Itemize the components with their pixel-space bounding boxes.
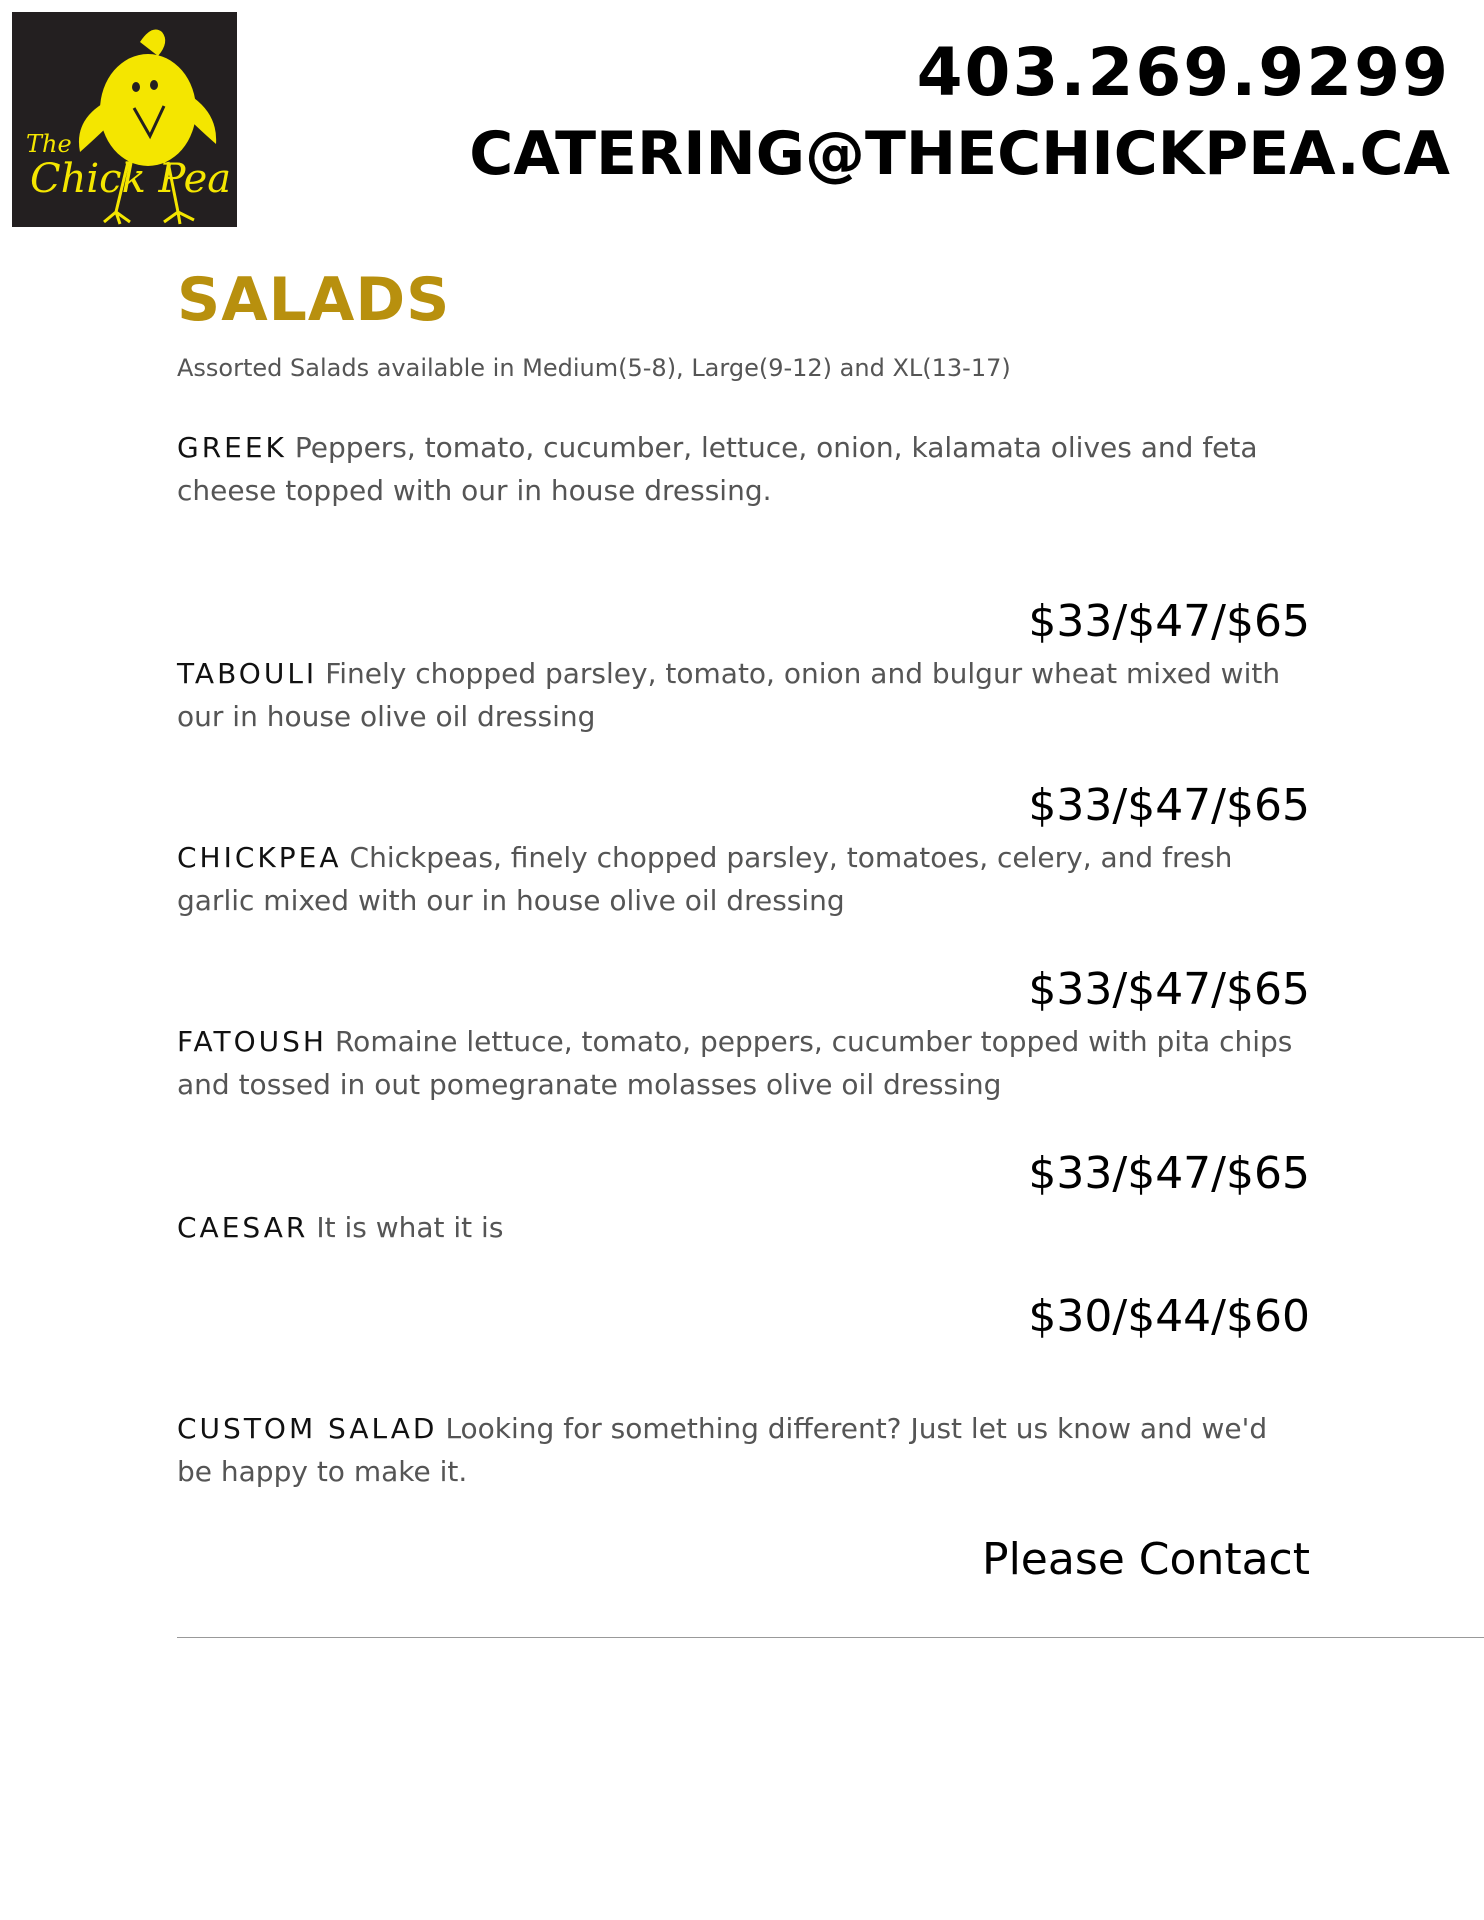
menu-item-custom-salad [177,1407,1310,1493]
section-subtitle: Assorted Salads available in Medium(5-8), Large(9-12) and XL(13-17) [177,354,1011,382]
section-title: SALADS [177,265,451,335]
menu-item-caesar [177,1206,1310,1249]
item-price: $30/$44/$60 [1028,1291,1310,1342]
item-name: TABOULI [177,657,318,690]
menu-item-chickpea [177,836,1310,922]
chick-mascot-icon [12,12,237,227]
item-description: Peppers, tomato, cucumber, lettuce, onion, kalamata olives and feta cheese topped with our in house dressing. [177,431,1258,507]
phone-number[interactable]: 403.269.9299 [916,34,1450,111]
email-address[interactable]: CATERING@THECHICKPEA.CA [469,119,1450,189]
item-price: $33/$47/$65 [1028,964,1310,1015]
svg-text:Chick Pea: Chick Pea [30,156,232,202]
item-description: Finely chopped parsley, tomato, onion and bulgur wheat mixed with our in house olive oil dressing [177,657,1281,733]
item-description: Chickpeas, finely chopped parsley, tomatoes, celery, and fresh garlic mixed with our in house olive oil dressing [177,841,1233,917]
menu-item-greek [177,426,1310,512]
item-description: It is what it is [316,1211,504,1244]
item-price: $33/$47/$65 [1028,780,1310,831]
item-price: $33/$47/$65 [1028,596,1310,647]
item-name: FATOUSH [177,1025,327,1058]
item-price: $33/$47/$65 [1028,1148,1310,1199]
svg-text:The: The [26,130,72,158]
item-name: CUSTOM SALAD [177,1412,438,1445]
item-description: Looking for something different? Just let us know and we'd be happy to make it. [177,1412,1268,1488]
menu-item-fatoush [177,1020,1310,1106]
contact-block [469,34,1450,189]
item-name: CHICKPEA [177,841,342,874]
item-description: Romaine lettuce, tomato, peppers, cucumber topped with pita chips and tossed in out pomegranate molasses olive oil dressing [177,1025,1293,1101]
item-name: CAESAR [177,1211,309,1244]
chickpea-logo [12,12,237,227]
item-price: Please Contact [982,1534,1310,1585]
menu-item-tabouli [177,652,1310,738]
divider [177,1637,1484,1638]
menu-section [177,265,1310,1585]
item-name: GREEK [177,431,287,464]
